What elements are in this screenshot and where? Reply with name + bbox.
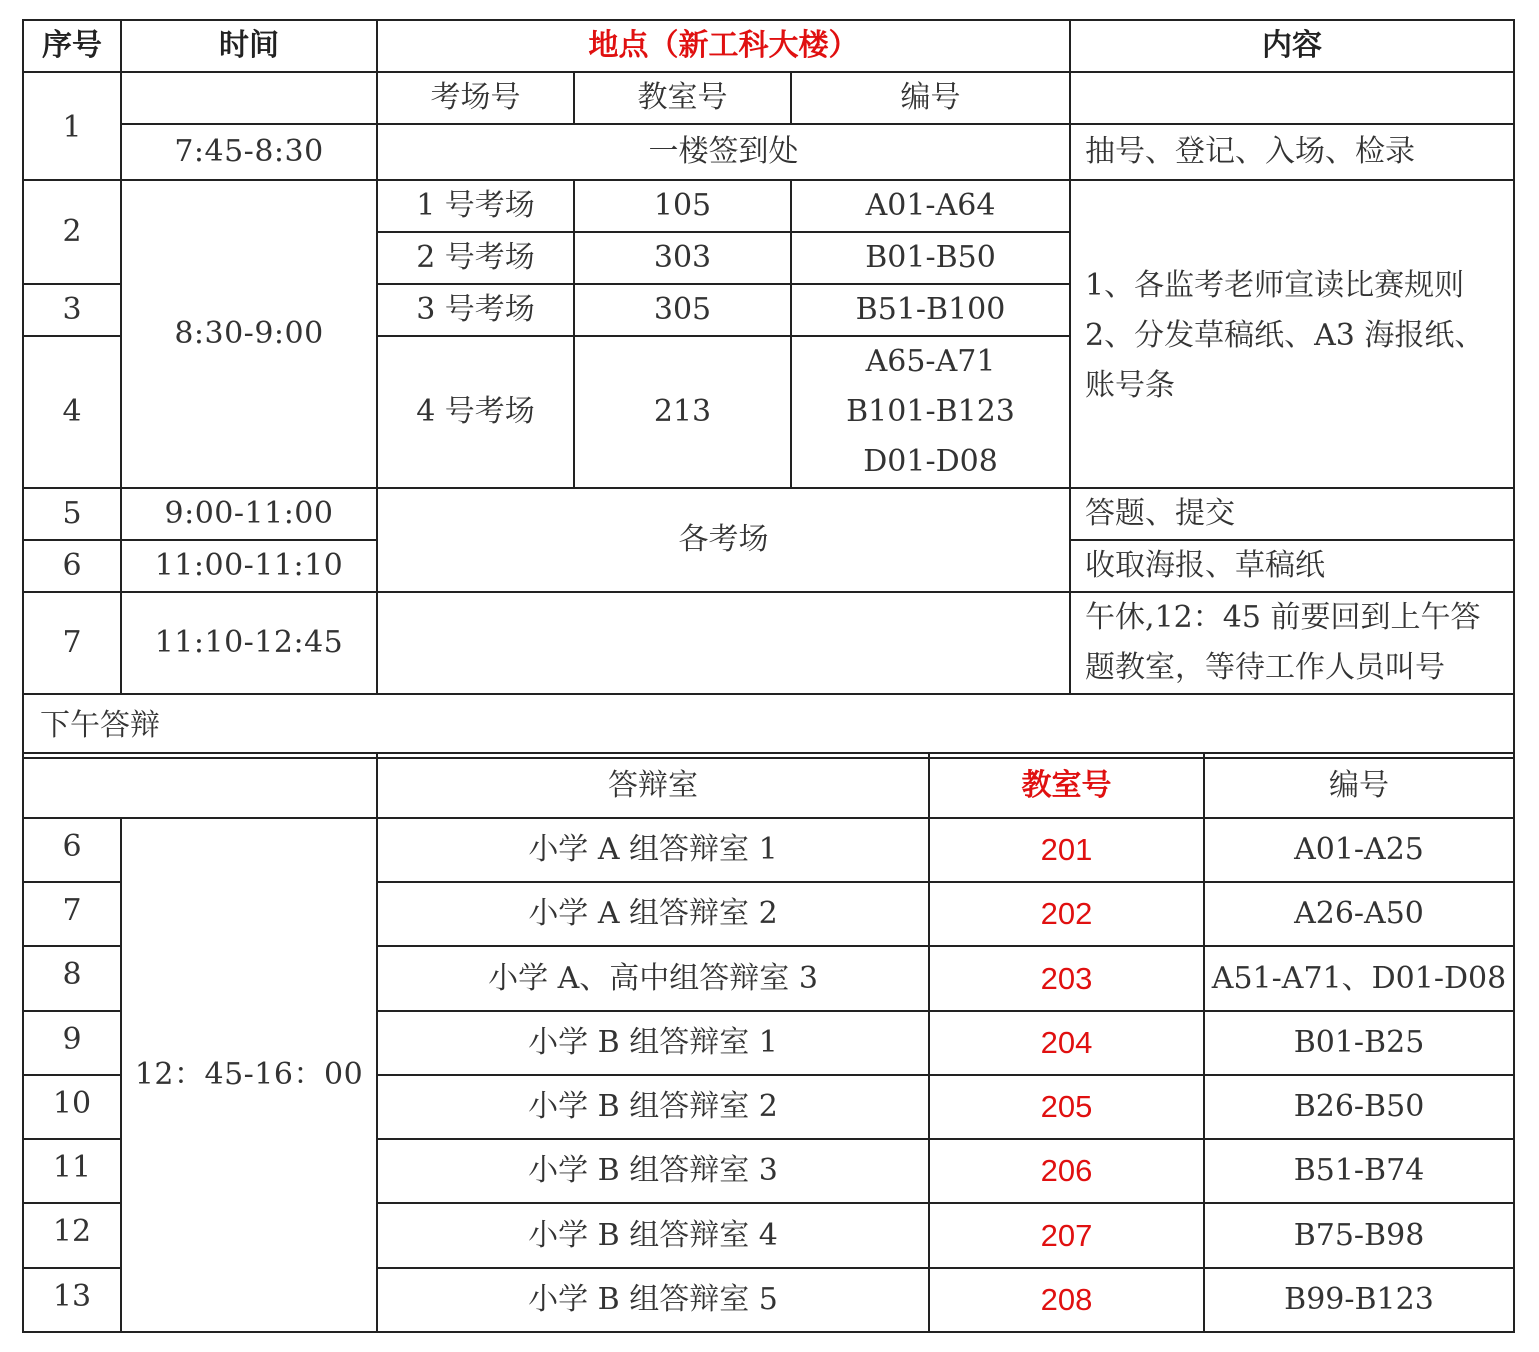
row-location: 各考场 bbox=[377, 488, 1070, 592]
content-line: 2、分发草稿纸、A3 海报纸、 bbox=[1085, 318, 1485, 353]
afternoon-defense-table bbox=[22, 752, 1515, 1333]
row-classroom: 202 bbox=[929, 882, 1204, 946]
header-row bbox=[23, 753, 1514, 818]
row-number: A26-A50 bbox=[1204, 882, 1514, 946]
row-classroom: 207 bbox=[929, 1203, 1204, 1268]
subheader-row bbox=[23, 72, 1514, 124]
row-number: B99-B123 bbox=[1204, 1268, 1514, 1332]
row-no: 2 bbox=[23, 180, 121, 284]
row-number: B01-B25 bbox=[1204, 1011, 1514, 1075]
header-time: 时间 bbox=[121, 20, 377, 72]
section-row bbox=[23, 694, 1514, 758]
row-no: 3 bbox=[23, 284, 121, 336]
row-location-empty bbox=[377, 592, 1070, 694]
header-content: 内容 bbox=[1070, 20, 1514, 72]
row-exam-room: 1 号考场 bbox=[377, 180, 574, 232]
row-number: B101-B123 bbox=[846, 394, 1015, 429]
header-classroom: 教室号 bbox=[929, 753, 1204, 818]
row-number-list bbox=[791, 336, 1070, 488]
row-time: 9:00-11:00 bbox=[121, 488, 377, 540]
empty-cell bbox=[1070, 72, 1514, 124]
row-exam-room: 3 号考场 bbox=[377, 284, 574, 336]
row-number: B26-B50 bbox=[1204, 1075, 1514, 1139]
row-classroom: 208 bbox=[929, 1268, 1204, 1332]
row-room: 小学 A 组答辩室 2 bbox=[377, 882, 929, 946]
row-no: 10 bbox=[23, 1075, 121, 1139]
row-no: 7 bbox=[23, 592, 121, 694]
row-exam-room: 2 号考场 bbox=[377, 232, 574, 284]
row-location: 一楼签到处 bbox=[377, 124, 1070, 180]
content-line: 账号条 bbox=[1085, 368, 1176, 403]
row-no: 6 bbox=[23, 540, 121, 592]
row-number: A65-A71 bbox=[865, 344, 996, 379]
row-number: B51-B74 bbox=[1204, 1139, 1514, 1203]
content-line: 午休,12：45 前要回到上午答 bbox=[1085, 600, 1481, 635]
row-content: 答题、提交 bbox=[1070, 488, 1514, 540]
header-room: 答辩室 bbox=[377, 753, 929, 818]
content-line: 题教室，等待工作人员叫号 bbox=[1085, 650, 1446, 685]
row-no: 13 bbox=[23, 1268, 121, 1332]
row-time: 8:30-9:00 bbox=[121, 180, 377, 488]
row-number: A51-A71、D01-D08 bbox=[1204, 946, 1514, 1011]
row-classroom: 303 bbox=[574, 232, 791, 284]
row-no: 9 bbox=[23, 1011, 121, 1075]
row-no: 1 bbox=[23, 72, 121, 180]
header-location: 地点（新工科大楼） bbox=[377, 20, 1070, 72]
row-room: 小学 B 组答辩室 1 bbox=[377, 1011, 929, 1075]
row-number: B51-B100 bbox=[791, 284, 1070, 336]
row-no: 12 bbox=[23, 1203, 121, 1268]
row-room: 小学 A、高中组答辩室 3 bbox=[377, 946, 929, 1011]
row-number: A01-A64 bbox=[791, 180, 1070, 232]
morning-schedule-table bbox=[22, 19, 1515, 759]
header-no: 序号 bbox=[23, 20, 121, 72]
row-no: 6 bbox=[23, 818, 121, 882]
row-room: 小学 B 组答辩室 4 bbox=[377, 1203, 929, 1268]
row-no: 8 bbox=[23, 946, 121, 1011]
row-time: 12：45-16：00 bbox=[121, 818, 377, 1332]
rooms-content bbox=[1070, 180, 1514, 488]
row-classroom: 305 bbox=[574, 284, 791, 336]
row-classroom: 201 bbox=[929, 818, 1204, 882]
table-row bbox=[23, 124, 1514, 180]
table-row bbox=[23, 818, 1514, 882]
row-room: 小学 B 组答辩室 5 bbox=[377, 1268, 929, 1332]
row-time: 11:00-11:10 bbox=[121, 540, 377, 592]
row-time: 11:10-12:45 bbox=[121, 592, 377, 694]
row-classroom: 205 bbox=[929, 1075, 1204, 1139]
subheader-number: 编号 bbox=[791, 72, 1070, 124]
row-content: 收取海报、草稿纸 bbox=[1070, 540, 1514, 592]
row-number: B75-B98 bbox=[1204, 1203, 1514, 1268]
subheader-classroom: 教室号 bbox=[574, 72, 791, 124]
row-classroom: 203 bbox=[929, 946, 1204, 1011]
row-exam-room: 4 号考场 bbox=[377, 336, 574, 488]
row-classroom: 206 bbox=[929, 1139, 1204, 1203]
row-no: 7 bbox=[23, 882, 121, 946]
header-number: 编号 bbox=[1204, 753, 1514, 818]
row-no: 11 bbox=[23, 1139, 121, 1203]
row-content: 抽号、登记、入场、检录 bbox=[1070, 124, 1514, 180]
content-line: 1、各监考老师宣读比赛规则 bbox=[1085, 268, 1465, 303]
row-number: D01-D08 bbox=[863, 444, 998, 479]
header-row bbox=[23, 20, 1514, 72]
row-room: 小学 B 组答辩室 2 bbox=[377, 1075, 929, 1139]
empty-cell bbox=[121, 72, 377, 124]
row-number: A01-A25 bbox=[1204, 818, 1514, 882]
row-classroom: 204 bbox=[929, 1011, 1204, 1075]
section-title: 下午答辩 bbox=[23, 694, 1514, 758]
row-time: 7:45-8:30 bbox=[121, 124, 377, 180]
row-content bbox=[1070, 592, 1514, 694]
table-row bbox=[23, 592, 1514, 694]
row-no: 5 bbox=[23, 488, 121, 540]
row-classroom: 213 bbox=[574, 336, 791, 488]
empty-cell bbox=[23, 753, 377, 818]
table-row bbox=[23, 488, 1514, 540]
table-row bbox=[23, 180, 1514, 232]
subheader-exam-room: 考场号 bbox=[377, 72, 574, 124]
row-room: 小学 A 组答辩室 1 bbox=[377, 818, 929, 882]
row-number: B01-B50 bbox=[791, 232, 1070, 284]
row-room: 小学 B 组答辩室 3 bbox=[377, 1139, 929, 1203]
row-no: 4 bbox=[23, 336, 121, 488]
row-classroom: 105 bbox=[574, 180, 791, 232]
